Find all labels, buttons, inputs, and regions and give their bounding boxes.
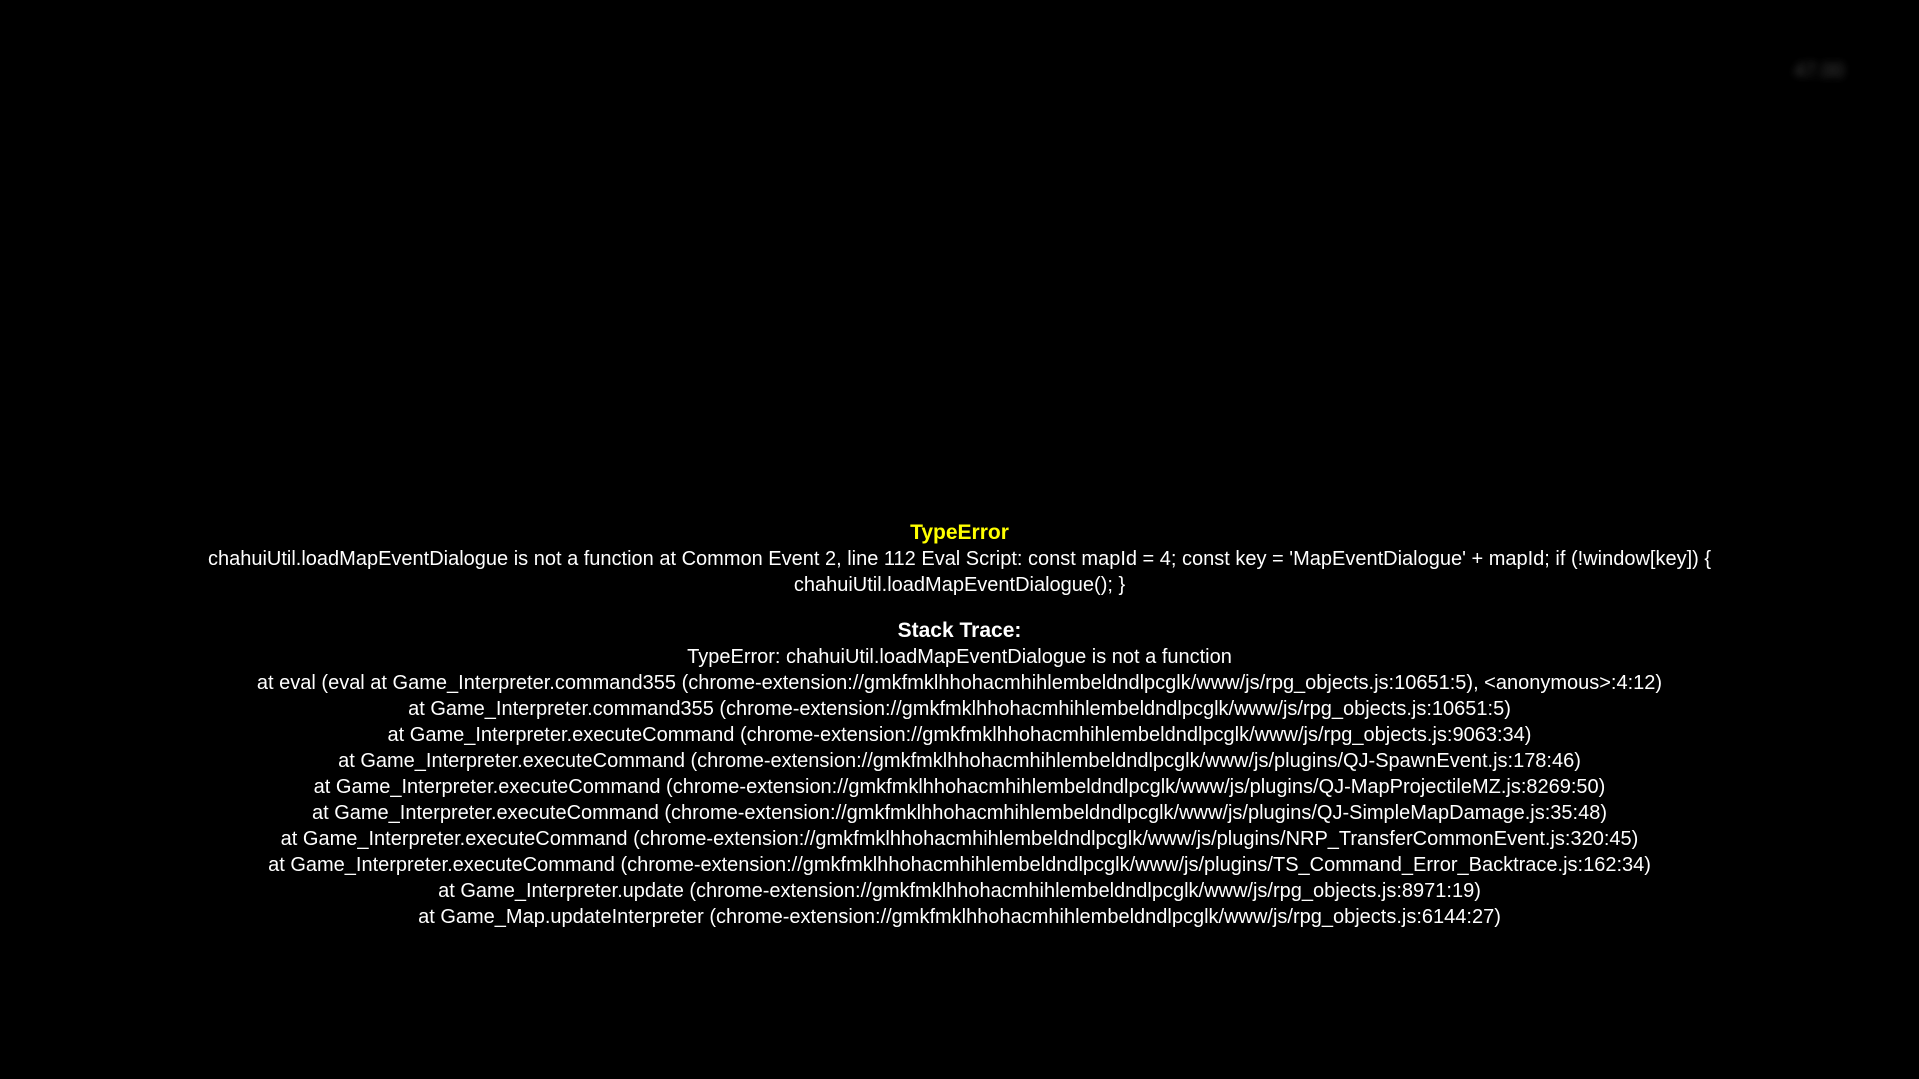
error-message: chahuiUtil.loadMapEventDialogue is not a function at Common Event 2, line 112 Eval Script: const mapId = 4; const key = 'MapEventDialogue' + mapId; if (!window[key]) { chahuiUtil.loadMapEventDialogue(); } bbox=[207, 548, 1712, 596]
error-screen bbox=[0, 520, 1919, 930]
stack-trace-line: at Game_Interpreter.executeCommand (chrome-extension://gmkfmklhhohacmhihlembeldndlpcglk/www/js/plugins/TS_Command_Error_Backtrace.js:162:34) bbox=[268, 854, 1651, 876]
stack-trace-line: at Game_Interpreter.executeCommand (chrome-extension://gmkfmklhhohacmhihlembeldndlpcglk/www/js/plugins/QJ-SimpleMapDamage.js:35:48) bbox=[311, 802, 1608, 824]
stack-trace-line: at eval (eval at Game_Interpreter.command355 (chrome-extension://gmkfmklhhohacmhihlembeldndlpcglk/www/js/rpg_objects.js:10651:5), <anonymous>:4:12) bbox=[256, 672, 1663, 694]
stack-trace-line: at Game_Interpreter.executeCommand (chrome-extension://gmkfmklhhohacmhihlembeldndlpcglk/www/js/plugins/NRP_TransferCommonEvent.js:320:45) bbox=[280, 828, 1639, 850]
fps-indicator: 47.00 bbox=[1793, 60, 1845, 82]
stack-trace-line: at Game_Interpreter.executeCommand (chrome-extension://gmkfmklhhohacmhihlembeldndlpcglk/www/js/plugins/QJ-SpawnEvent.js:178:46) bbox=[338, 750, 1581, 772]
stack-trace-line: at Game_Map.updateInterpreter (chrome-extension://gmkfmklhhohacmhihlembeldndlpcglk/www/js/rpg_objects.js:6144:27) bbox=[418, 906, 1501, 928]
stack-trace-line: TypeError: chahuiUtil.loadMapEventDialogue is not a function bbox=[687, 646, 1232, 668]
stack-trace-line: at Game_Interpreter.command355 (chrome-extension://gmkfmklhhohacmhihlembeldndlpcglk/www/js/rpg_objects.js:10651:5) bbox=[408, 698, 1511, 720]
stack-trace-heading: Stack Trace: bbox=[897, 619, 1022, 642]
stack-trace-line: at Game_Interpreter.executeCommand (chrome-extension://gmkfmklhhohacmhihlembeldndlpcglk/www/js/plugins/QJ-MapProjectileMZ.js:8269:50) bbox=[313, 776, 1606, 798]
stack-trace-line: at Game_Interpreter.update (chrome-extension://gmkfmklhhohacmhihlembeldndlpcglk/www/js/rpg_objects.js:8971:19) bbox=[438, 880, 1481, 902]
stack-trace bbox=[0, 644, 1919, 930]
stack-trace-line: at Game_Interpreter.executeCommand (chrome-extension://gmkfmklhhohacmhihlembeldndlpcglk/www/js/rpg_objects.js:9063:34) bbox=[387, 724, 1532, 746]
error-title: TypeError bbox=[910, 521, 1009, 544]
